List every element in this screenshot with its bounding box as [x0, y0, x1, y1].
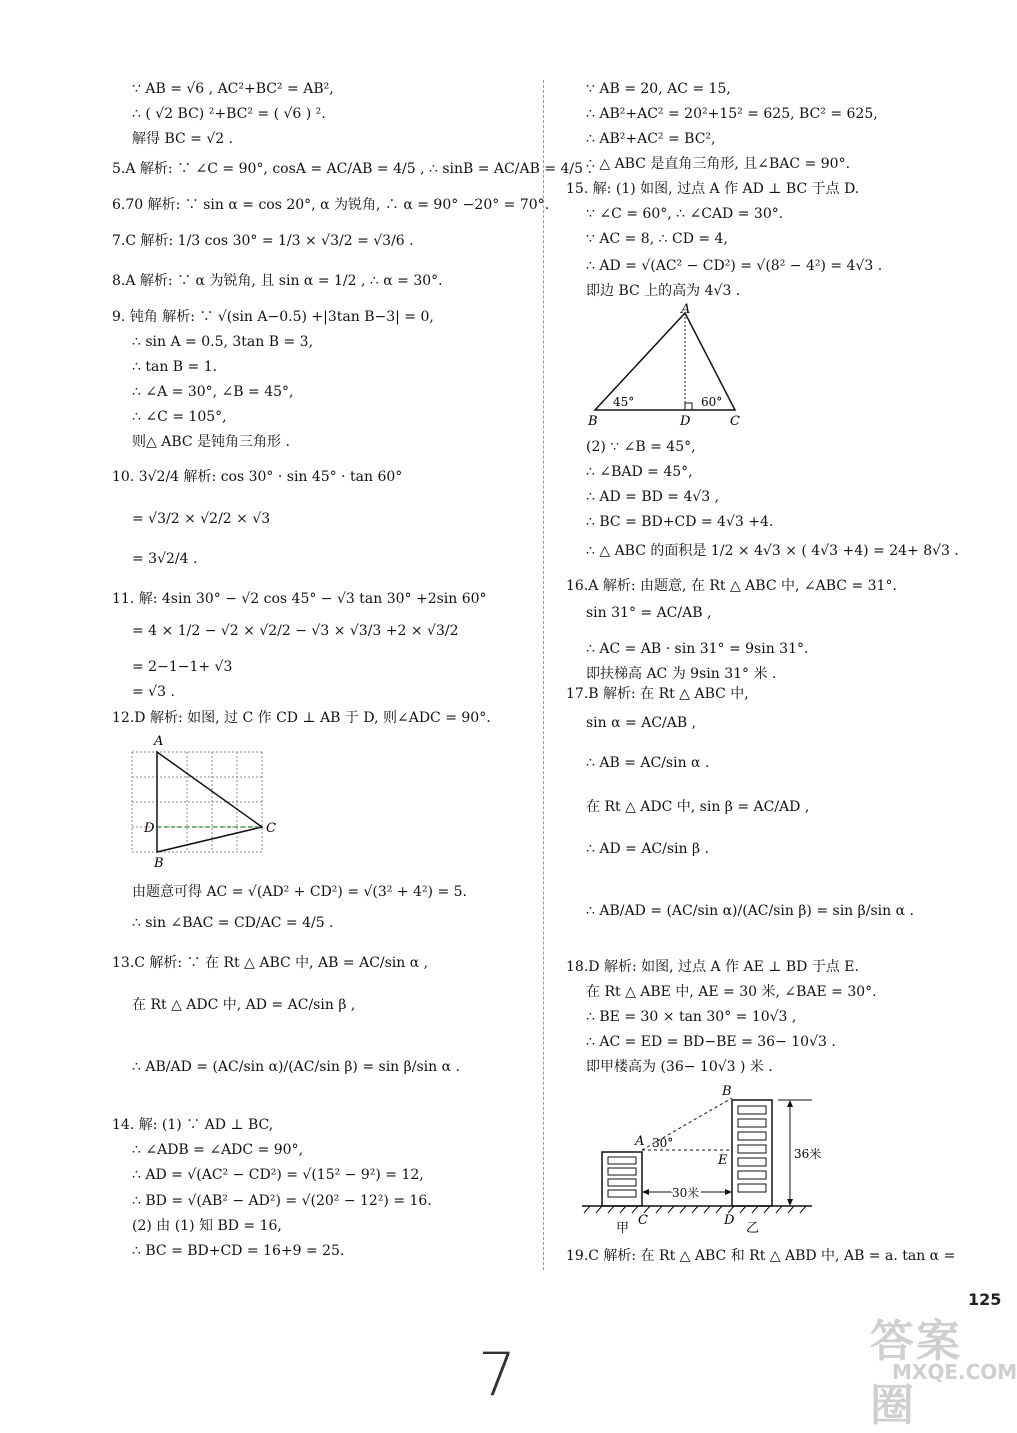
fig18-label-e: E [718, 1153, 728, 1168]
text-line: = 4 × 1/2 − √2 × √2/2 − √3 × √3/3 +2 × √3/2 [132, 623, 459, 639]
text-line: 13.C 解析: ∵ 在 Rt △ ABC 中, AB = AC/sin α , [112, 955, 429, 971]
text-line: 即边 BC 上的高为 4√3 . [586, 283, 741, 299]
text-line: 则△ ABC 是钝角三角形 . [132, 434, 290, 450]
text-line: 5.A 解析: ∵ ∠C = 90°, cosA = AC/AB = 4/5 , ∴ sinB = AC/AB = 4/5 . [112, 161, 592, 177]
text-line: ∴ AD = AC/sin β . [586, 841, 709, 857]
text-line: ∴ AB²+AC² = 20²+15² = 625, BC² = 625, [586, 106, 878, 122]
fig15-label-d: D [680, 414, 691, 429]
fig15-label-c: C [730, 414, 740, 429]
handwritten-mark: 7 [478, 1340, 517, 1410]
fig15-angle-b: 45° [613, 395, 635, 409]
text-line: (2) ∵ ∠B = 45°, [586, 439, 696, 455]
fig15-angle-c: 60° [701, 395, 723, 409]
text-line: ∴ ∠A = 30°, ∠B = 45°, [132, 384, 294, 400]
text-line: ∴ △ ABC 的面积是 1/2 × 4√3 × ( 4√3 +4) = 24+ 8√3 . [586, 543, 959, 559]
text-line: 6.70 解析: ∵ sin α = cos 20°, α 为锐角, ∴ α = 90° −20° = 70°. [112, 197, 550, 213]
text-line: 即扶梯高 AC 为 9sin 31° 米 . [586, 666, 777, 682]
fig12-label-d: D [144, 821, 155, 836]
text-line: ∴ AC = AB · sin 31° = 9sin 31°. [586, 641, 809, 657]
text-line: 在 Rt △ ABE 中, AE = 30 米, ∠BAE = 30°. [586, 984, 877, 1000]
text-line: 7.C 解析: 1/3 cos 30° = 1/3 × √3/2 = √3/6 . [112, 233, 414, 249]
watermark-url: MXQE.COM [892, 1360, 1017, 1384]
text-line: 在 Rt △ ADC 中, sin β = AC/AD , [586, 799, 810, 815]
text-line: = 2−1−1+ √3 [132, 659, 233, 675]
fig18-distance: 30米 [672, 1186, 700, 1200]
text-line: 16.A 解析: 由题意, 在 Rt △ ABC 中, ∠ABC = 31°. [566, 578, 897, 594]
text-line: 11. 解: 4sin 30° − √2 cos 45° − √3 tan 30° +2sin 60° [112, 591, 487, 607]
text-line: ∴ AD = √(AC² − CD²) = √(15² − 9²) = 12, [132, 1167, 424, 1183]
fig12-label-b: B [154, 856, 164, 871]
text-line: 由题意可得 AC = √(AD² + CD²) = √(3² + 4²) = 5. [132, 884, 468, 900]
text-line: ∴ ∠ADB = ∠ADC = 90°, [132, 1142, 304, 1158]
fig18-label-b: B [722, 1084, 732, 1099]
text-line: ∵ ∠C = 60°, ∴ ∠CAD = 30°. [586, 206, 784, 222]
text-line: ∴ sin ∠BAC = CD/AC = 4/5 . [132, 915, 334, 931]
text-line: ∴ AB/AD = (AC/sin α)/(AC/sin β) = sin β/sin α . [586, 903, 914, 919]
column-divider [543, 80, 544, 1270]
text-line: ∴ BC = BD+CD = 4√3 +4. [586, 514, 774, 530]
text-line: (2) 由 (1) 知 BD = 16, [132, 1218, 282, 1234]
text-line: = 3√2/4 . [132, 551, 198, 567]
fig12-label-a: A [154, 734, 164, 749]
text-line: ∴ sin A = 0.5, 3tan B = 3, [132, 334, 314, 350]
text-line: ∴ AB = AC/sin α . [586, 755, 710, 771]
text-line: 9. 钝角 解析: ∵ √(sin A−0.5) +|3tan B−3| = 0, [112, 309, 434, 325]
text-line: ∴ BE = 30 × tan 30° = 10√3 , [586, 1009, 797, 1025]
text-line: 在 Rt △ ADC 中, AD = AC/sin β , [132, 997, 356, 1013]
text-line: ∴ tan B = 1. [132, 359, 218, 375]
fig18-height: 36米 [794, 1147, 822, 1161]
page-number: 125 [968, 1290, 1002, 1309]
text-line: ∴ BC = BD+CD = 16+9 = 25. [132, 1243, 345, 1259]
text-line: sin 31° = AC/AB , [586, 605, 712, 621]
fig15-label-b: B [588, 414, 598, 429]
figure-12-grid-triangle [130, 730, 290, 870]
fig18-label-c: C [638, 1213, 648, 1228]
figure-15-triangle [585, 302, 745, 430]
text-line: ∴ △ ABC 是直角三角形, 且∠BAC = 90°. [586, 156, 851, 172]
text-line: 10. 3√2/4 解析: cos 30° · sin 45° · tan 60° [112, 469, 403, 485]
text-line: ∴ AB²+AC² = BC², [586, 131, 716, 147]
fig15-label-a: A [681, 302, 691, 317]
watermark-logo: 答案圈 [870, 1316, 962, 1431]
text-line: ∴ AD = BD = 4√3 , [586, 489, 720, 505]
text-line: ∴ ∠C = 105°, [132, 409, 227, 425]
text-line: = √3/2 × √2/2 × √3 [132, 511, 271, 527]
text-line: ∴ AD = √(AC² − CD²) = √(8² − 4²) = 4√3 . [586, 258, 883, 274]
text-line: 17.B 解析: 在 Rt △ ABC 中, [566, 686, 749, 702]
text-line: = √3 . [132, 684, 175, 700]
text-line: 18.D 解析: 如图, 过点 A 作 AE ⊥ BD 于点 E. [566, 959, 859, 975]
text-line: ∵ AC = 8, ∴ CD = 4, [586, 231, 728, 247]
text-line: ∵ AB = √6 , AC²+BC² = AB², [132, 81, 334, 97]
text-line: ∵ AB = 20, AC = 15, [586, 81, 731, 97]
text-line: 15. 解: (1) 如图, 过点 A 作 AD ⊥ BC 于点 D. [566, 181, 860, 197]
text-line: 14. 解: (1) ∵ AD ⊥ BC, [112, 1117, 274, 1133]
figure-18-buildings [580, 1082, 820, 1237]
fig18-building-yi: 乙 [746, 1221, 760, 1236]
text-line: ∴ ∠BAD = 45°, [586, 464, 693, 480]
fig18-angle: 30° [652, 1136, 674, 1150]
text-line: 12.D 解析: 如图, 过 C 作 CD ⊥ AB 于 D, 则∠ADC = 90°. [112, 710, 491, 726]
text-line: 解得 BC = √2 . [132, 131, 234, 147]
text-line: ∴ BD = √(AB² − AD²) = √(20² − 12²) = 16. [132, 1193, 432, 1209]
text-line: 8.A 解析: ∵ α 为锐角, 且 sin α = 1/2 , ∴ α = 30°. [112, 273, 443, 289]
text-line: sin α = AC/AB , [586, 715, 697, 731]
fig18-label-d: D [724, 1213, 735, 1228]
fig12-label-c: C [266, 821, 276, 836]
fig18-label-a: A [635, 1134, 645, 1149]
text-line: ∴ AC = ED = BD−BE = 36− 10√3 . [586, 1034, 836, 1050]
text-line: 即甲楼高为 (36− 10√3 ) 米 . [586, 1059, 773, 1075]
text-line: ∴ AB/AD = (AC/sin α)/(AC/sin β) = sin β/sin α . [132, 1059, 460, 1075]
text-line: 19.C 解析: 在 Rt △ ABC 和 Rt △ ABD 中, AB = a. tan α = [566, 1248, 956, 1264]
text-line: ∴ ( √2 BC) ²+BC² = ( √6 ) ². [132, 106, 326, 122]
fig18-building-jia: 甲 [616, 1221, 630, 1236]
